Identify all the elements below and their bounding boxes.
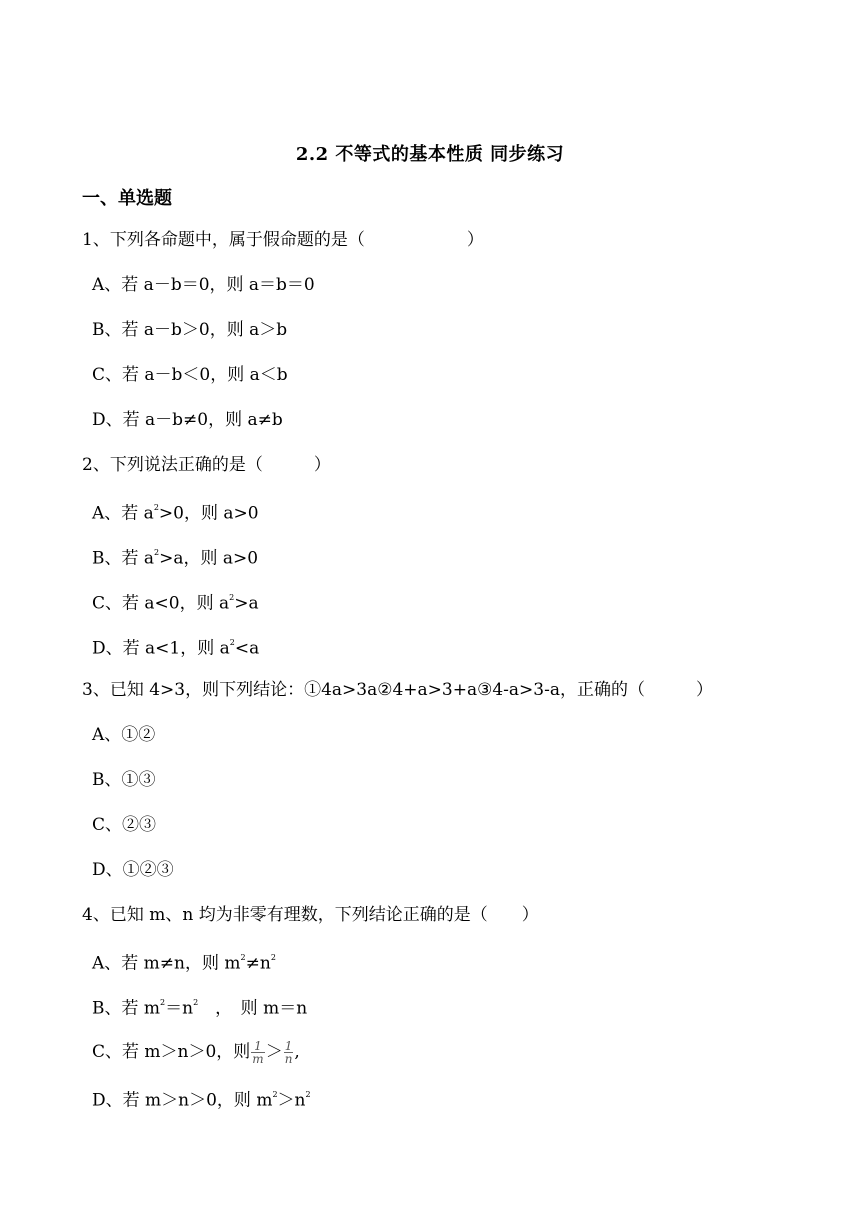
question-2-option-a: A、若 $a^2>0$，则 a>0 [92,503,259,524]
question-2-option-d: D、若 a<1，则 $a^2<a$ [92,638,260,659]
fraction-1-over-m: $\frac{1}{m}$ [252,1039,264,1066]
question-3-option-d: D、①②③ [92,860,174,880]
question-1-option-b: B、若 a－b＞0，则 a＞b [92,320,288,340]
question-4-option-d: D、若 m＞n＞0，则 $m^2>n^2$ [92,1090,311,1111]
document-title: 2.2 不等式的基本性质 同步练习 [295,144,565,165]
question-3-option-b: B、①③ [92,770,156,790]
section-heading: 一、单选题 [82,188,172,209]
question-1-stem: 1、下列各命题中，属于假命题的是（ ） [82,230,484,250]
question-1-option-d: D、若 a－b≠0，则 a≠b [92,410,283,430]
question-2-option-c: C、若 a<0，则 $a^2>a$ [92,593,259,614]
question-2-stem: 2、下列说法正确的是（ ） [82,455,331,475]
question-3-option-a: A、①② [92,725,156,745]
question-1-option-a: A、若 a－b＝0，则 a＝b＝0 [92,275,315,295]
question-4-stem: 4、已知 m、n 均为非零有理数，下列结论正确的是（ ） [82,905,539,925]
question-3-stem: 3、已知 4>3，则下列结论：①4a>3a②4+a>3+a③4-a>3-a，正确的（ ） [82,680,713,700]
fraction-1-over-n: $\frac{1}{n}$ [284,1039,293,1066]
question-4-option-a: A、若 m≠n，则 $m^2\ne n^2$ [92,953,276,974]
question-4-option-b: B、若 $m^2=n^2$ ， 则 m＝n [92,998,308,1019]
question-2-option-b: B、若 $a^2>a$，则 a>0 [92,548,259,569]
question-1-option-c: C、若 a－b＜0，则 a＜b [92,365,288,385]
question-4-option-c: C、若 m＞n＞0，则 $\frac{1}{m}$ ＞ $\frac{1}{n}$ , [92,1039,300,1066]
question-3-option-c: C、②③ [92,815,157,835]
